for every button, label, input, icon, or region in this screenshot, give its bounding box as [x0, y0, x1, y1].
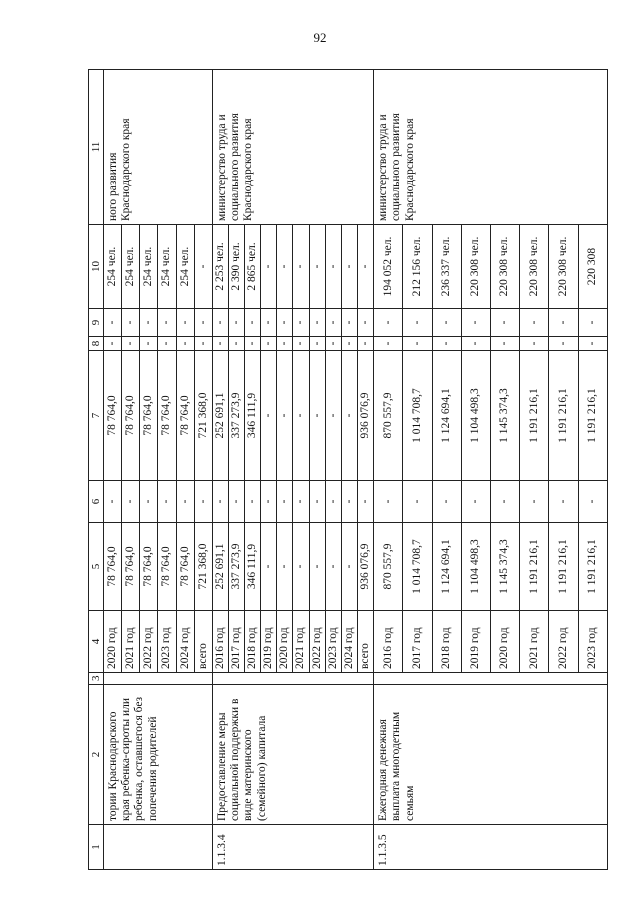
year-cell: 2021 год: [122, 611, 140, 673]
federal-budget-cell: -: [403, 481, 432, 523]
regional-budget-cell: -: [261, 351, 277, 481]
year-cell: 2020 год: [490, 611, 519, 673]
year-cell: 2018 год: [432, 611, 461, 673]
local-budget-cell: -: [176, 337, 194, 351]
indicator-cell: 212 156 чел.: [403, 225, 432, 309]
year-cell: 2022 год: [140, 611, 158, 673]
total-cell: 346 111,9: [245, 523, 261, 611]
regional-budget-cell: 78 764,0: [104, 351, 122, 481]
year-cell: 2017 год: [403, 611, 432, 673]
federal-budget-cell: -: [357, 481, 373, 523]
federal-budget-cell: -: [490, 481, 519, 523]
program-table: [88, 69, 608, 870]
header-row: [89, 70, 104, 870]
year-cell: 2024 год: [176, 611, 194, 673]
extrabudget-cell: -: [293, 309, 309, 337]
extrabudget-cell: -: [461, 309, 490, 337]
extrabudget-cell: -: [309, 309, 325, 337]
extrabudget-cell: -: [122, 309, 140, 337]
regional-budget-cell: 346 111,9: [245, 351, 261, 481]
regional-budget-cell: 870 557,9: [374, 351, 403, 481]
extrabudget-cell: -: [194, 309, 212, 337]
total-cell: 1 191 216,1: [549, 523, 578, 611]
year-cell: 2016 год: [212, 611, 228, 673]
extrabudget-cell: -: [158, 309, 176, 337]
extrabudget-cell: -: [261, 309, 277, 337]
year-cell: 2023 год: [578, 611, 607, 673]
local-budget-cell: -: [158, 337, 176, 351]
indicator-cell: -: [277, 225, 293, 309]
rotated-table-wrapper: [88, 70, 608, 870]
total-cell: -: [341, 523, 357, 611]
regional-budget-cell: 721 368,0: [194, 351, 212, 481]
regional-budget-cell: 1 014 708,7: [403, 351, 432, 481]
extrabudget-cell: -: [403, 309, 432, 337]
total-cell: 78 764,0: [176, 523, 194, 611]
local-budget-cell: -: [104, 337, 122, 351]
year-cell: 2023 год: [158, 611, 176, 673]
total-cell: 78 764,0: [140, 523, 158, 611]
indicator-cell: 236 337 чел.: [432, 225, 461, 309]
table-row: [212, 70, 228, 870]
extrabudget-cell: -: [140, 309, 158, 337]
year-cell: 2017 год: [228, 611, 244, 673]
federal-budget-cell: -: [176, 481, 194, 523]
table-row: [104, 70, 122, 870]
total-cell: -: [261, 523, 277, 611]
total-cell: -: [309, 523, 325, 611]
year-cell: 2024 год: [341, 611, 357, 673]
total-cell: 1 124 694,1: [432, 523, 461, 611]
federal-budget-cell: -: [245, 481, 261, 523]
regional-budget-cell: 252 691,1: [212, 351, 228, 481]
local-budget-cell: -: [245, 337, 261, 351]
local-budget-cell: -: [357, 337, 373, 351]
indicator-cell: 220 308 чел.: [520, 225, 549, 309]
regional-budget-cell: 1 191 216,1: [578, 351, 607, 481]
indicator-cell: 220 308: [578, 225, 607, 309]
local-budget-cell: -: [325, 337, 341, 351]
regional-budget-cell: 78 764,0: [140, 351, 158, 481]
indicator-cell: -: [309, 225, 325, 309]
federal-budget-cell: -: [212, 481, 228, 523]
item-description: Ежегодная денежная выплата многодетным семьям: [374, 685, 608, 825]
indicator-cell: 2 253 чел.: [212, 225, 228, 309]
extrabudget-cell: -: [520, 309, 549, 337]
local-budget-cell: -: [374, 337, 403, 351]
year-cell: всего: [194, 611, 212, 673]
total-cell: -: [325, 523, 341, 611]
indicator-cell: 2 390 чел.: [228, 225, 244, 309]
year-cell: 2022 год: [549, 611, 578, 673]
indicator-cell: -: [194, 225, 212, 309]
federal-budget-cell: -: [293, 481, 309, 523]
extrabudget-cell: -: [341, 309, 357, 337]
total-cell: 721 368,0: [194, 523, 212, 611]
item-code: 1.1.3.4: [212, 825, 373, 870]
regional-budget-cell: 1 191 216,1: [549, 351, 578, 481]
federal-budget-cell: -: [341, 481, 357, 523]
local-budget-cell: -: [341, 337, 357, 351]
federal-budget-cell: -: [140, 481, 158, 523]
extrabudget-cell: -: [578, 309, 607, 337]
indicator-cell: -: [341, 225, 357, 309]
total-cell: 1 191 216,1: [578, 523, 607, 611]
regional-budget-cell: 1 104 498,3: [461, 351, 490, 481]
extrabudget-cell: -: [277, 309, 293, 337]
column-header-3: 3: [89, 673, 104, 685]
indicator-cell: -: [325, 225, 341, 309]
table-row: [374, 70, 403, 870]
regional-budget-cell: -: [341, 351, 357, 481]
empty-column-3: [374, 673, 608, 685]
federal-budget-cell: -: [309, 481, 325, 523]
column-header-4: 4: [89, 611, 104, 673]
local-budget-cell: -: [520, 337, 549, 351]
federal-budget-cell: -: [122, 481, 140, 523]
item-description: тории Краснодарского края ребенка-сироты или ребенка, оставшегося без попечения родителей: [104, 685, 213, 825]
indicator-cell: 254 чел.: [122, 225, 140, 309]
extrabudget-cell: -: [176, 309, 194, 337]
total-cell: 870 557,9: [374, 523, 403, 611]
total-cell: 78 764,0: [104, 523, 122, 611]
column-header-10: 10: [89, 225, 104, 309]
year-cell: всего: [357, 611, 373, 673]
total-cell: 1 191 216,1: [520, 523, 549, 611]
federal-budget-cell: -: [461, 481, 490, 523]
local-budget-cell: -: [277, 337, 293, 351]
executor-cell: министерство труда и социального развития Краснодарского края: [374, 70, 608, 225]
local-budget-cell: -: [122, 337, 140, 351]
column-header-5: 5: [89, 523, 104, 611]
page-number: 92: [313, 30, 327, 45]
year-cell: 2020 год: [104, 611, 122, 673]
column-header-1: 1: [89, 825, 104, 870]
indicator-cell: 254 чел.: [104, 225, 122, 309]
column-header-7: 7: [89, 351, 104, 481]
extrabudget-cell: -: [490, 309, 519, 337]
federal-budget-cell: -: [228, 481, 244, 523]
year-cell: 2019 год: [461, 611, 490, 673]
regional-budget-cell: -: [309, 351, 325, 481]
extrabudget-cell: -: [228, 309, 244, 337]
indicator-cell: 254 чел.: [176, 225, 194, 309]
indicator-cell: 220 308 чел.: [549, 225, 578, 309]
regional-budget-cell: -: [277, 351, 293, 481]
extrabudget-cell: -: [245, 309, 261, 337]
column-header-9: 9: [89, 309, 104, 337]
regional-budget-cell: 78 764,0: [176, 351, 194, 481]
year-cell: 2023 год: [325, 611, 341, 673]
federal-budget-cell: -: [520, 481, 549, 523]
total-cell: -: [293, 523, 309, 611]
federal-budget-cell: -: [578, 481, 607, 523]
column-header-11: 11: [89, 70, 104, 225]
local-budget-cell: -: [578, 337, 607, 351]
regional-budget-cell: 1 191 216,1: [520, 351, 549, 481]
federal-budget-cell: -: [261, 481, 277, 523]
column-header-8: 8: [89, 337, 104, 351]
extrabudget-cell: -: [104, 309, 122, 337]
indicator-cell: -: [261, 225, 277, 309]
regional-budget-cell: 936 076,9: [357, 351, 373, 481]
local-budget-cell: -: [228, 337, 244, 351]
column-header-2: 2: [89, 685, 104, 825]
total-cell: 1 104 498,3: [461, 523, 490, 611]
column-header-6: 6: [89, 481, 104, 523]
local-budget-cell: -: [490, 337, 519, 351]
indicator-cell: 254 чел.: [140, 225, 158, 309]
indicator-cell: 254 чел.: [158, 225, 176, 309]
executor-cell: министерство труда и социального развития Краснодарского края: [212, 70, 373, 225]
federal-budget-cell: -: [374, 481, 403, 523]
year-cell: 2020 год: [277, 611, 293, 673]
item-code: [104, 825, 213, 870]
federal-budget-cell: -: [104, 481, 122, 523]
regional-budget-cell: 1 124 694,1: [432, 351, 461, 481]
year-cell: 2016 год: [374, 611, 403, 673]
local-budget-cell: -: [432, 337, 461, 351]
year-cell: 2018 год: [245, 611, 261, 673]
regional-budget-cell: 337 273,9: [228, 351, 244, 481]
indicator-cell: 194 052 чел.: [374, 225, 403, 309]
federal-budget-cell: -: [277, 481, 293, 523]
total-cell: 337 273,9: [228, 523, 244, 611]
total-cell: 78 764,0: [122, 523, 140, 611]
federal-budget-cell: -: [194, 481, 212, 523]
extrabudget-cell: -: [432, 309, 461, 337]
year-cell: 2019 год: [261, 611, 277, 673]
local-budget-cell: -: [261, 337, 277, 351]
total-cell: 936 076,9: [357, 523, 373, 611]
total-cell: 1 014 708,7: [403, 523, 432, 611]
item-description: Предоставление меры социальной поддержки в виде материнского (семейного) капитала: [212, 685, 373, 825]
year-cell: 2022 год: [309, 611, 325, 673]
regional-budget-cell: -: [293, 351, 309, 481]
extrabudget-cell: -: [549, 309, 578, 337]
local-budget-cell: -: [293, 337, 309, 351]
total-cell: -: [277, 523, 293, 611]
federal-budget-cell: -: [432, 481, 461, 523]
executor-cell: ного развития Краснодарского края: [104, 70, 213, 225]
total-cell: 252 691,1: [212, 523, 228, 611]
extrabudget-cell: -: [357, 309, 373, 337]
federal-budget-cell: -: [325, 481, 341, 523]
local-budget-cell: -: [403, 337, 432, 351]
indicator-cell: -: [293, 225, 309, 309]
indicator-cell: -: [357, 225, 373, 309]
federal-budget-cell: -: [158, 481, 176, 523]
federal-budget-cell: -: [549, 481, 578, 523]
regional-budget-cell: 78 764,0: [122, 351, 140, 481]
extrabudget-cell: -: [374, 309, 403, 337]
regional-budget-cell: 78 764,0: [158, 351, 176, 481]
total-cell: 78 764,0: [158, 523, 176, 611]
year-cell: 2021 год: [293, 611, 309, 673]
local-budget-cell: -: [549, 337, 578, 351]
extrabudget-cell: -: [325, 309, 341, 337]
year-cell: 2021 год: [520, 611, 549, 673]
empty-column-3: [212, 673, 373, 685]
local-budget-cell: -: [140, 337, 158, 351]
local-budget-cell: -: [309, 337, 325, 351]
table-body: [104, 70, 608, 870]
indicator-cell: 2 865 чел.: [245, 225, 261, 309]
total-cell: 1 145 374,3: [490, 523, 519, 611]
local-budget-cell: -: [194, 337, 212, 351]
indicator-cell: 220 308 чел.: [490, 225, 519, 309]
regional-budget-cell: 1 145 374,3: [490, 351, 519, 481]
indicator-cell: 220 308 чел.: [461, 225, 490, 309]
empty-column-3: [104, 673, 213, 685]
local-budget-cell: -: [461, 337, 490, 351]
regional-budget-cell: -: [325, 351, 341, 481]
local-budget-cell: -: [212, 337, 228, 351]
item-code: 1.1.3.5: [374, 825, 608, 870]
extrabudget-cell: -: [212, 309, 228, 337]
